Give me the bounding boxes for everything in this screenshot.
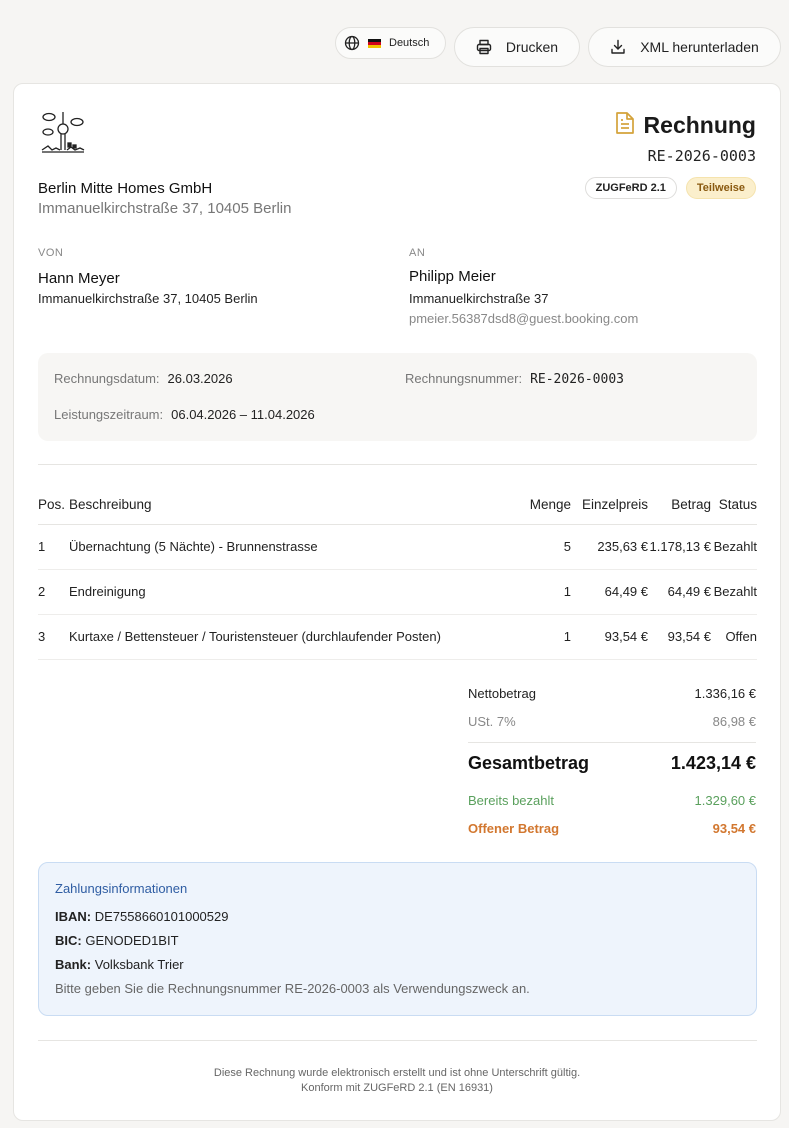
- row-amount: 64,49 €: [648, 569, 711, 614]
- paid-value: 1.329,60 €: [694, 793, 756, 808]
- from-label: VON: [38, 247, 64, 259]
- invoice-heading: [615, 111, 756, 140]
- col-pos-header: Pos.: [38, 486, 69, 524]
- col-unit-header: Einzelpreis: [571, 486, 648, 524]
- company-logo: [40, 110, 86, 156]
- payment-info-box: [38, 862, 757, 1016]
- service-period-value: 06.04.2026 – 11.04.2026: [171, 407, 315, 422]
- row-unit-price: 64,49 €: [571, 569, 648, 614]
- table-row: [38, 524, 757, 569]
- line-items-table: [38, 486, 757, 660]
- row-status: Bezahlt: [711, 524, 757, 569]
- service-period-label: Leistungszeitraum:: [54, 407, 164, 422]
- invoice-number-label: Rechnungsnummer:: [405, 371, 523, 386]
- iban-value[interactable]: DE7558660101000529: [94, 909, 229, 924]
- total-label: Gesamtbetrag: [468, 753, 590, 773]
- standard-badge: ZUGFeRD 2.1: [585, 177, 677, 199]
- total-value: 1.423,14 €: [670, 753, 756, 773]
- open-row: [468, 821, 756, 836]
- open-value: 93,54 €: [712, 821, 756, 836]
- document-icon: [615, 111, 635, 140]
- paid-row: [468, 793, 756, 808]
- totals-divider: [468, 742, 756, 743]
- invoice-date-row: [54, 371, 233, 386]
- recipient-email: pmeier.56387dsd8@guest.booking.com: [409, 311, 639, 326]
- bic-label: BIC:: [55, 933, 82, 948]
- bank-line: [55, 957, 184, 972]
- service-period-row: [54, 407, 315, 422]
- printer-icon: [476, 39, 492, 55]
- bic-value[interactable]: GENODED1BIT: [85, 933, 179, 948]
- sender-address: Immanuelkirchstraße 37, 10405 Berlin: [38, 291, 258, 306]
- col-qty-header: Menge: [509, 486, 571, 524]
- language-label: Deutsch: [389, 37, 430, 49]
- bic-line: [55, 933, 179, 948]
- invoice-badges: [585, 177, 756, 199]
- row-pos: 2: [38, 569, 69, 614]
- table-row: [38, 569, 757, 614]
- vat-value: 86,98 €: [712, 714, 756, 729]
- language-switcher[interactable]: [335, 27, 446, 59]
- invoice-date-label: Rechnungsdatum:: [54, 371, 160, 386]
- print-button[interactable]: [454, 27, 580, 67]
- print-label: Drucken: [505, 39, 559, 55]
- payment-note: Bitte geben Sie die Rechnungsnummer RE-2026-0003 als Verwendungszweck an.: [55, 981, 530, 996]
- net-row: [468, 686, 756, 701]
- toolbar: [0, 27, 789, 67]
- row-quantity: 1: [509, 614, 571, 659]
- row-amount: 93,54 €: [648, 614, 711, 659]
- company-name: Berlin Mitte Homes GmbH: [38, 180, 213, 197]
- row-status: Bezahlt: [711, 569, 757, 614]
- footer-line-2: Konform mit ZUGFeRD 2.1 (EN 16931): [301, 1082, 493, 1094]
- recipient-name: Philipp Meier: [409, 268, 496, 285]
- vat-row: [468, 714, 756, 729]
- net-label: Nettobetrag: [468, 686, 536, 701]
- col-amount-header: Betrag: [648, 486, 711, 524]
- recipient-address: Immanuelkirchstraße 37: [409, 291, 549, 306]
- row-description: Endreinigung: [69, 569, 509, 614]
- row-description: Übernachtung (5 Nächte) - Brunnenstrasse: [69, 524, 509, 569]
- invoice-number-row: [405, 371, 624, 387]
- open-label: Offener Betrag: [468, 821, 560, 836]
- iban-label: IBAN:: [55, 909, 92, 924]
- row-pos: 3: [38, 614, 69, 659]
- row-quantity: 5: [509, 524, 571, 569]
- iban-line: [55, 909, 228, 924]
- bank-value: Volksbank Trier: [94, 957, 184, 972]
- row-unit-price: 93,54 €: [571, 614, 648, 659]
- payment-info-title: Zahlungsinformationen: [55, 881, 188, 896]
- net-value: 1.336,16 €: [694, 686, 756, 701]
- footer-line-1: Diese Rechnung wurde elektronisch erstellt und ist ohne Unterschrift gültig.: [213, 1067, 581, 1079]
- company-address: Immanuelkirchstraße 37, 10405 Berlin: [38, 200, 292, 217]
- sender-name: Hann Meyer: [38, 270, 120, 287]
- col-desc-header: Beschreibung: [69, 486, 509, 524]
- invoice-meta-box: [38, 353, 757, 441]
- paid-label: Bereits bezahlt: [468, 793, 554, 808]
- invoice-date-value: 26.03.2026: [167, 371, 233, 386]
- table-row: [38, 614, 757, 659]
- row-description: Kurtaxe / Bettensteuer / Touristensteuer (durchlaufender Posten): [69, 614, 509, 659]
- vat-label: USt. 7%: [468, 714, 516, 729]
- row-amount: 1.178,13 €: [648, 524, 711, 569]
- invoice-number-value: RE-2026-0003: [530, 372, 624, 387]
- xml-download-label: XML herunterladen: [640, 39, 759, 55]
- total-row: [468, 753, 756, 774]
- row-status: Offen: [711, 614, 757, 659]
- footer-divider: [38, 1040, 757, 1041]
- download-icon: [610, 39, 626, 55]
- invoice-title: Rechnung: [643, 112, 756, 138]
- row-pos: 1: [38, 524, 69, 569]
- section-divider: [38, 464, 757, 465]
- globe-icon: [344, 35, 360, 51]
- col-status-header: Status: [711, 486, 757, 524]
- row-unit-price: 235,63 €: [571, 524, 648, 569]
- german-flag-icon: [368, 39, 381, 48]
- bank-label: Bank:: [55, 957, 92, 972]
- status-badge: Teilweise: [686, 177, 756, 199]
- invoice-number: RE-2026-0003: [647, 147, 756, 165]
- to-label: AN: [409, 247, 426, 259]
- invoice-card: [13, 83, 781, 1121]
- row-quantity: 1: [509, 569, 571, 614]
- table-header-row: [38, 486, 757, 524]
- xml-download-button[interactable]: [588, 27, 781, 67]
